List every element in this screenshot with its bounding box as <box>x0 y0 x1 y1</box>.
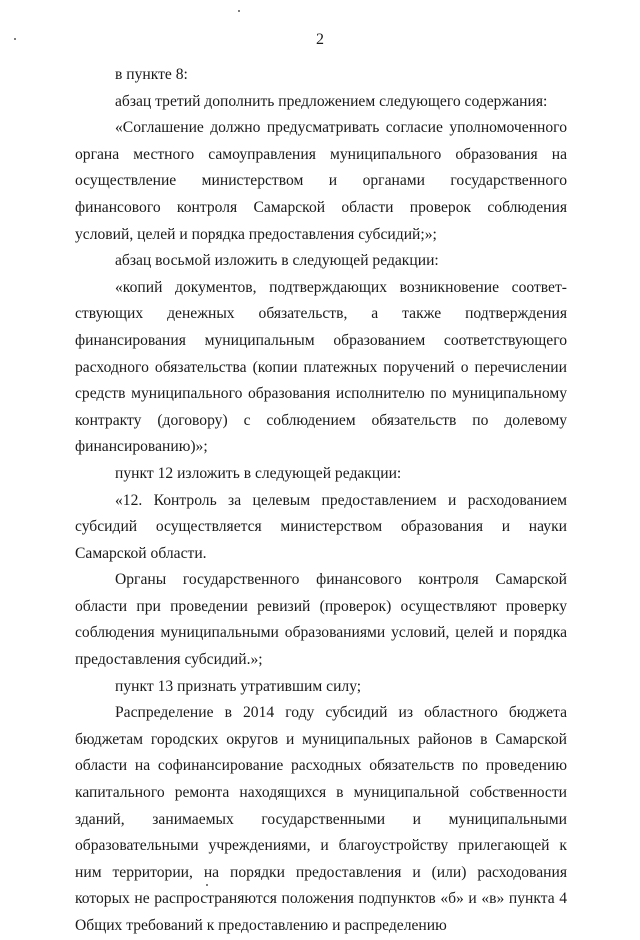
paragraph: абзац третий дополнить предложением следующего содержания: <box>115 92 548 110</box>
document-body <box>75 62 567 940</box>
paragraph: абзац восьмой изложить в следующей редакции: <box>115 252 439 270</box>
paragraph: «Соглашение должно предусматривать согласие уполномоченного органа местного самоуправления муниципального образования на осуществление министерством и органами государственного финансового контроля Самарской области проверок соблюдения условий, целей и порядка предоставления субсидий;»; <box>75 119 567 243</box>
page-number: 2 <box>316 31 324 48</box>
paragraph: Распределение в 2014 году субсидий из областного бюджета бюджетам городских округов и муниципальных районов в Самарской области на софинансирование расходных обязательств по проведению капитального ремонта находящихся в муниципальной собственности зданий, занимаемых государственными и муниципальными образовательными учреждениями, и благоустройству прилегающей к ним территории, на порядки предоставления и (или) расходования которых не распространяются положения подпунктов «б» и «в» пункта 4 Общих требований к предоставлению и распределению <box>75 704 567 934</box>
scan-speck <box>14 38 16 40</box>
paragraph: «копий документов, подтверждающих возникновение соответствующих денежных обязательств, а также подтверждения финансирования муниципальным образованием соответствующего расходного обязательства (копии платежных поручений о перечислении средств муниципального образования исполнителю по муниципальному контракту (договору) с соблюдением обязательств по долевому финансированию)»; <box>75 278 567 456</box>
paragraph: в пункте 8: <box>115 66 188 83</box>
paragraph: Органы государственного финансового контроля Самарской области при проведении ревизий (проверок) осуществляют проверку соблюдения муниципальными образованиями условий, целей и порядка предоставления субсидий.»; <box>75 571 567 669</box>
scan-speck <box>238 10 240 12</box>
paragraph: «12. Контроль за целевым предоставлением и расходованием субсидий осуществляется министерством образования и науки Самарской области. <box>75 491 567 562</box>
paragraph: пункт 13 признать утратившим силу; <box>115 677 362 695</box>
paragraph: пункт 12 изложить в следующей редакции: <box>115 464 402 482</box>
